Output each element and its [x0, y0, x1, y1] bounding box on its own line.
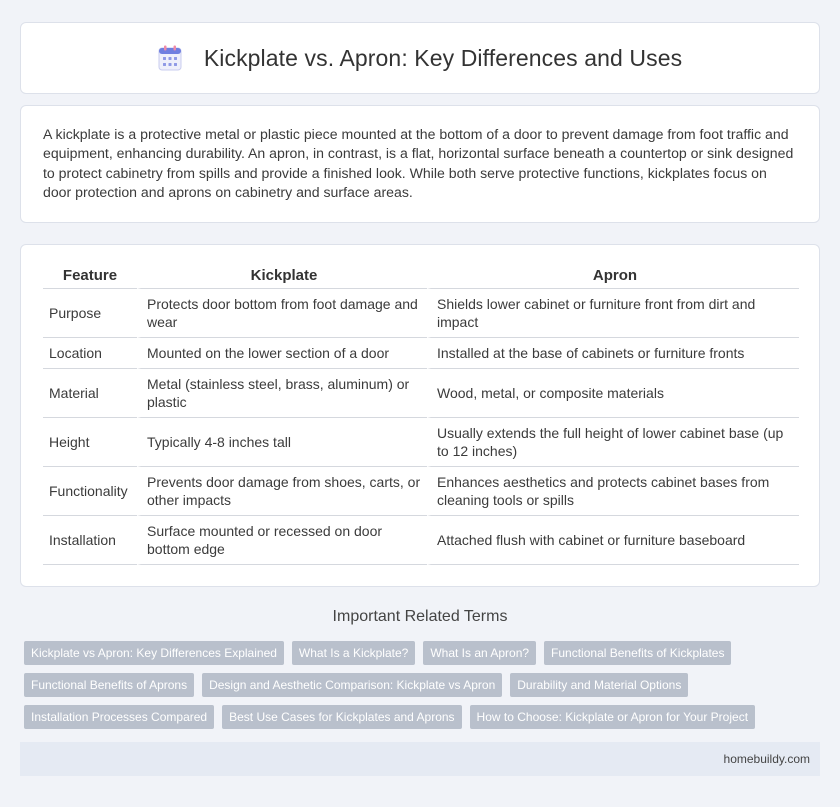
table-row — [43, 418, 799, 467]
header-card — [20, 22, 820, 94]
cell-apron: Shields lower cabinet or furniture front from dirt and impact — [427, 289, 799, 338]
table-row — [43, 338, 799, 369]
table-row — [43, 516, 799, 565]
related-term-link[interactable]: Best Use Cases for Kickplates and Aprons — [222, 705, 461, 729]
cell-feature: Installation — [43, 516, 137, 565]
tag-row — [24, 641, 824, 665]
related-term-link[interactable]: Durability and Material Options — [510, 673, 688, 697]
related-terms-list — [24, 641, 824, 737]
table-row — [43, 289, 799, 338]
cell-kickplate: Mounted on the lower section of a door — [137, 338, 427, 369]
related-term-link[interactable]: How to Choose: Kickplate or Apron for Your Project — [470, 705, 755, 729]
header-feature: Feature — [43, 263, 137, 289]
cell-kickplate: Surface mounted or recessed on door bottom edge — [137, 516, 427, 565]
cell-apron: Wood, metal, or composite materials — [427, 369, 799, 418]
related-term-link[interactable]: What Is a Kickplate? — [292, 641, 415, 665]
related-term-link[interactable]: Kickplate vs Apron: Key Differences Explained — [24, 641, 284, 665]
table-row — [43, 467, 799, 516]
header-apron: Apron — [427, 263, 799, 289]
calendar-icon — [158, 45, 182, 71]
footer — [20, 742, 820, 776]
tag-row — [24, 673, 824, 697]
related-term-link[interactable]: What Is an Apron? — [423, 641, 536, 665]
cell-kickplate: Metal (stainless steel, brass, aluminum) or plastic — [137, 369, 427, 418]
cell-feature: Purpose — [43, 289, 137, 338]
cell-apron: Attached flush with cabinet or furniture baseboard — [427, 516, 799, 565]
footer-site-link[interactable]: homebuildy.com — [723, 752, 810, 766]
cell-apron: Enhances aesthetics and protects cabinet bases from cleaning tools or spills — [427, 467, 799, 516]
cell-feature: Height — [43, 418, 137, 467]
cell-feature: Functionality — [43, 467, 137, 516]
tag-row — [24, 705, 824, 729]
cell-kickplate: Prevents door damage from shoes, carts, or other impacts — [137, 467, 427, 516]
cell-kickplate: Protects door bottom from foot damage and wear — [137, 289, 427, 338]
comparison-table-card — [20, 244, 820, 587]
title-wrap — [158, 45, 682, 72]
related-term-link[interactable]: Functional Benefits of Aprons — [24, 673, 194, 697]
table-header-row — [43, 263, 799, 289]
cell-feature: Material — [43, 369, 137, 418]
comparison-table — [43, 263, 799, 565]
cell-kickplate: Typically 4-8 inches tall — [137, 418, 427, 467]
related-terms-title: Important Related Terms — [332, 608, 508, 625]
header-kickplate: Kickplate — [137, 263, 427, 289]
related-term-link[interactable]: Functional Benefits of Kickplates — [544, 641, 731, 665]
cell-apron: Usually extends the full height of lower cabinet base (up to 12 inches) — [427, 418, 799, 467]
related-term-link[interactable]: Design and Aesthetic Comparison: Kickplate vs Apron — [202, 673, 502, 697]
related-term-link[interactable]: Installation Processes Compared — [24, 705, 214, 729]
intro-card — [20, 105, 820, 223]
table-row — [43, 369, 799, 418]
cell-feature: Location — [43, 338, 137, 369]
page-title: Kickplate vs. Apron: Key Differences and Uses — [203, 44, 683, 71]
intro-paragraph: A kickplate is a protective metal or plastic piece mounted at the bottom of a door to prevent damage from foot traffic and equipment, enhancing durability. An apron, in contrast, is a flat, horizontal surface beneath a countertop or sink designed to protect cabinetry from spills and provide a finished look. While both serve protective functions, kickplates focus on door protection and aprons on cabinetry and surface areas. — [43, 126, 794, 201]
cell-apron: Installed at the base of cabinets or furniture fronts — [427, 338, 799, 369]
